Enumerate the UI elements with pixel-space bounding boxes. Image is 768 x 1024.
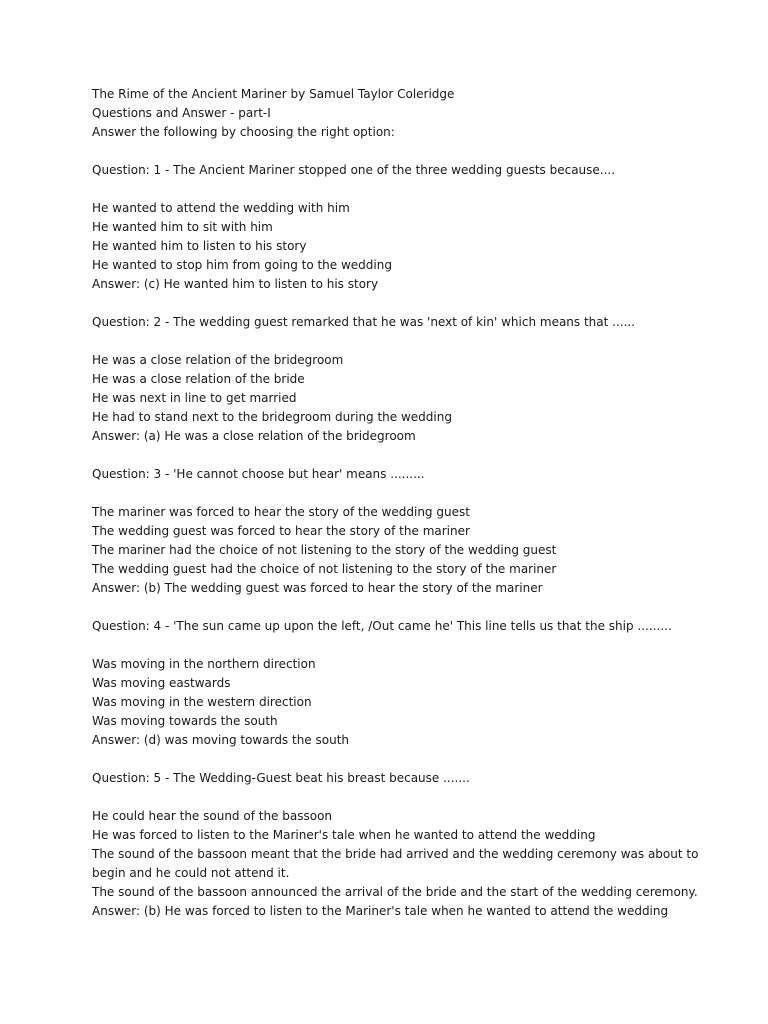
question-3: Question: 3 - 'He cannot choose but hear' means ......... — [92, 467, 425, 481]
question-3-answer: Answer: (b) The wedding guest was forced to hear the story of the mariner — [92, 581, 543, 595]
question-4: Question: 4 - 'The sun came up upon the left, /Out came he' This line tells us that the ship ......... — [92, 619, 672, 633]
spacer — [92, 750, 712, 769]
question-5-option-1: He could hear the sound of the bassoon — [92, 809, 333, 823]
question-1-option-4: He wanted to stop him from going to the wedding — [92, 258, 392, 272]
question-4-option-1: Was moving in the northern direction — [92, 657, 316, 671]
question-4-option-2: Was moving eastwards — [92, 676, 231, 690]
question-2-option-3: He was next in line to get married — [92, 391, 297, 405]
question-3-option-1: The mariner was forced to hear the story of the wedding guest — [92, 505, 470, 519]
question-5-option-2: He was forced to listen to the Mariner's tale when he wanted to attend the wedding — [92, 828, 596, 842]
instruction-text: Answer the following by choosing the right option: — [92, 125, 395, 139]
question-4-option-4: Was moving towards the south — [92, 714, 278, 728]
question-1-option-3: He wanted him to listen to his story — [92, 239, 307, 253]
question-2-option-4: He had to stand next to the bridegroom during the wedding — [92, 410, 452, 424]
question-4-answer: Answer: (d) was moving towards the south — [92, 733, 350, 747]
question-5: Question: 5 - The Wedding-Guest beat his breast because ....... — [92, 771, 470, 785]
document-title: The Rime of the Ancient Mariner by Samuel Taylor Coleridge — [92, 87, 455, 101]
question-2-answer: Answer: (a) He was a close relation of the bridegroom — [92, 429, 416, 443]
spacer — [92, 788, 712, 807]
spacer — [92, 294, 712, 313]
document-subtitle: Questions and Answer - part-I — [92, 106, 271, 120]
question-2: Question: 2 - The wedding guest remarked that he was 'next of kin' which means that ...... — [92, 315, 636, 329]
spacer — [92, 446, 712, 465]
question-1-answer: Answer: (c) He wanted him to listen to his story — [92, 277, 379, 291]
question-1-option-1: He wanted to attend the wedding with him — [92, 201, 350, 215]
question-2-option-1: He was a close relation of the bridegroom — [92, 353, 344, 367]
question-2-option-2: He was a close relation of the bride — [92, 372, 305, 386]
spacer — [92, 332, 712, 351]
question-3-option-2: The wedding guest was forced to hear the story of the mariner — [92, 524, 470, 538]
question-5-answer: Answer: (b) He was forced to listen to the Mariner's tale when he wanted to attend the wedding — [92, 904, 669, 918]
spacer — [92, 598, 712, 617]
question-5-option-4: The sound of the bassoon announced the arrival of the bride and the start of the wedding ceremony. — [92, 885, 698, 899]
question-5-option-3: The sound of the bassoon meant that the bride had arrived and the wedding ceremony was about to begin and he could not attend it. — [92, 847, 699, 880]
document-body — [92, 85, 712, 921]
question-3-option-3: The mariner had the choice of not listening to the story of the wedding guest — [92, 543, 557, 557]
question-4-option-3: Was moving in the western direction — [92, 695, 312, 709]
question-1-option-2: He wanted him to sit with him — [92, 220, 273, 234]
spacer — [92, 636, 712, 655]
spacer — [92, 484, 712, 503]
question-1: Question: 1 - The Ancient Mariner stopped one of the three wedding guests because.... — [92, 163, 616, 177]
question-3-option-4: The wedding guest had the choice of not listening to the story of the mariner — [92, 562, 557, 576]
spacer — [92, 180, 712, 199]
spacer — [92, 142, 712, 161]
